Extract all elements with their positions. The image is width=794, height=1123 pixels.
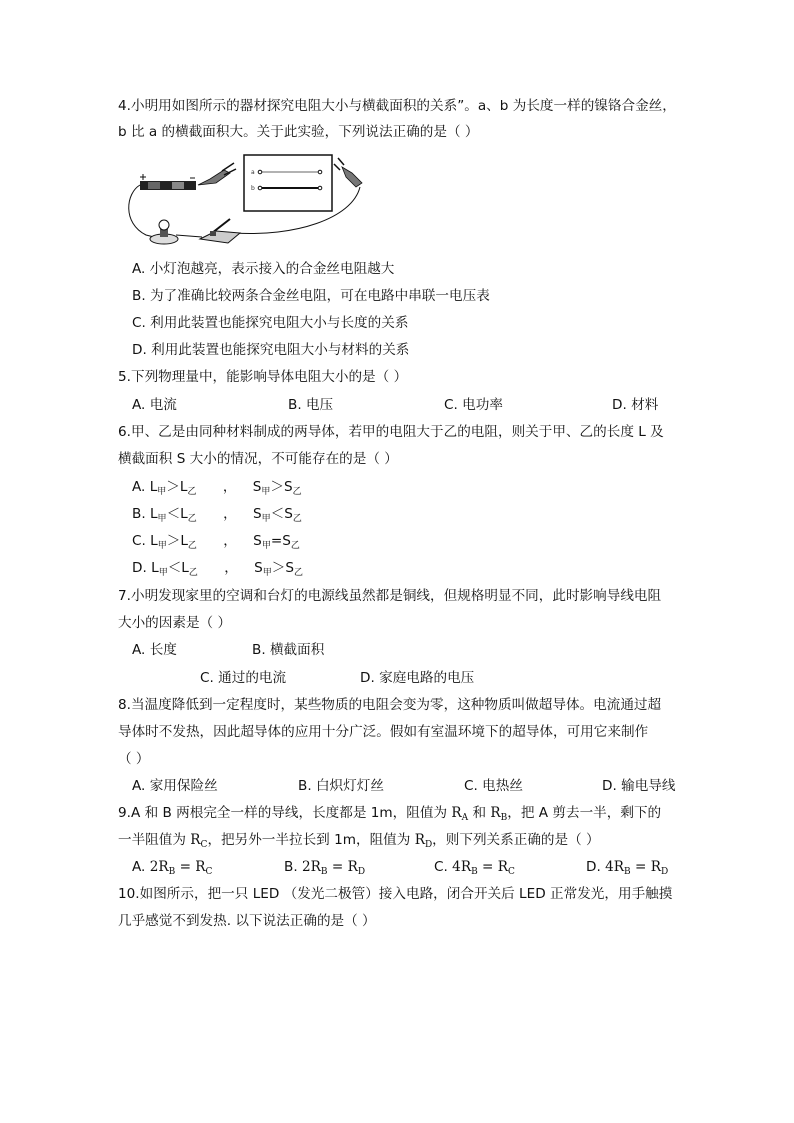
q10-stem-line1: 10.如图所示，把一只 LED （发光二极管）接入电路，闭合开关后 LED 正常发光，用手触摸 xyxy=(118,886,673,902)
alligator-clip-icon xyxy=(334,158,362,187)
q7-option-b[interactable]: B. 横截面积 xyxy=(252,642,325,658)
q6-stem-line2: 横截面积 S 大小的情况，不可能存在的是（ ） xyxy=(118,451,398,467)
q10-stem-line2: 几乎感觉不到发热. 以下说法正确的是（ ） xyxy=(118,913,376,929)
q8-option-a[interactable]: A. 家用保险丝 xyxy=(132,778,218,794)
q4-option-c[interactable]: C. 利用此装置也能探究电阻大小与长度的关系 xyxy=(132,315,409,331)
q6-option-d[interactable]: D. $L_甲<L_乙$ ， $S_甲>S_乙$ xyxy=(132,560,304,578)
q8-stem-line1: 8.当温度降低到一定程度时，某些物质的电阻会变为零，这种物质叫做超导体。电流通过超 xyxy=(118,697,662,713)
q7-option-d[interactable]: D. 家庭电路的电压 xyxy=(360,670,475,686)
q9-stem-line2: 一半阻值为 $R_C$，把另外一半拉长到 1m，阻值为 $R_D$，则下列关系正确的是（ ） xyxy=(118,832,600,850)
q9-option-a[interactable]: A. $2R_B = R_C$ xyxy=(132,859,213,877)
q4-resistance-board xyxy=(244,155,332,211)
q4-option-d[interactable]: D. 利用此装置也能探究电阻大小与材料的关系 xyxy=(132,342,410,358)
q9-option-b[interactable]: B. $2R_B = R_D$ xyxy=(284,859,366,877)
knife-switch-icon xyxy=(200,219,240,243)
q6-option-a[interactable]: A. $L_甲>L_乙$ ， $S_甲>S_乙$ xyxy=(132,479,302,497)
q6-option-c[interactable]: C. $L_甲>L_乙$ ， $S_甲=S_乙$ xyxy=(132,533,300,551)
alligator-clip-icon xyxy=(198,163,236,185)
q5-option-d[interactable]: D. 材料 xyxy=(612,397,659,413)
q8-stem-line2: 导体时不发热，因此超导体的应用十分广泛。假如有室温环境下的超导体，可用它来制作 xyxy=(118,724,649,740)
q7-stem-line2: 大小的因素是（ ） xyxy=(118,615,232,631)
q5-stem: 5.下列物理量中，能影响导体电阻大小的是（ ） xyxy=(118,369,408,385)
battery-icon xyxy=(140,174,196,190)
q7-option-c[interactable]: C. 通过的电流 xyxy=(200,670,287,686)
q7-stem-line1: 7.小明发现家里的空调和台灯的电源线虽然都是铜线，但规格明显不同，此时影响导线电阻 xyxy=(118,588,662,604)
q8-option-d[interactable]: D. 输电导线 xyxy=(602,778,676,794)
q4-circuit-figure xyxy=(124,153,372,250)
q4-label-a: a xyxy=(251,169,255,176)
q7-option-a[interactable]: A. 长度 xyxy=(132,642,177,658)
q5-option-a[interactable]: A. 电流 xyxy=(132,397,177,413)
q6-stem-line1: 6.甲、乙是由同种材料制成的两导体，若甲的电阻大于乙的电阻，则关于甲、乙的长度 L 及 xyxy=(118,424,664,440)
q4-label-b: b xyxy=(251,185,255,192)
q9-stem-line1: 9.A 和 B 两根完全一样的导线，长度都是 1m，阻值为 $R_A$ 和 $R_B$，把 A 剪去一半，剩下的 xyxy=(118,805,662,823)
q4-stem-line1: 4.小明用如图所示的器材探究电阻大小与横截面积的关系”。a、b 为长度一样的镍铬合金丝， xyxy=(118,98,676,114)
q4-option-b[interactable]: B. 为了准确比较两条合金丝电阻，可在电路中串联一电压表 xyxy=(132,288,490,304)
q9-option-c[interactable]: C. $4R_B = R_C$ xyxy=(434,859,515,877)
light-bulb-icon xyxy=(150,220,178,244)
q5-option-c[interactable]: C. 电功率 xyxy=(444,397,503,413)
q8-option-b[interactable]: B. 白炽灯灯丝 xyxy=(298,778,384,794)
q4-stem-line2: b 比 a 的横截面积大。关于此实验，下列说法正确的是（ ） xyxy=(118,124,479,140)
q4-option-a[interactable]: A. 小灯泡越亮，表示接入的合金丝电阻越大 xyxy=(132,261,395,277)
q8-stem-line3: （ ） xyxy=(118,751,150,767)
q5-option-b[interactable]: B. 电压 xyxy=(288,397,334,413)
q6-option-b[interactable]: B. $L_甲<L_乙$ ， $S_甲<S_乙$ xyxy=(132,506,302,524)
q8-option-c[interactable]: C. 电热丝 xyxy=(464,778,523,794)
q9-option-d[interactable]: D. $4R_B = R_D$ xyxy=(586,859,669,877)
